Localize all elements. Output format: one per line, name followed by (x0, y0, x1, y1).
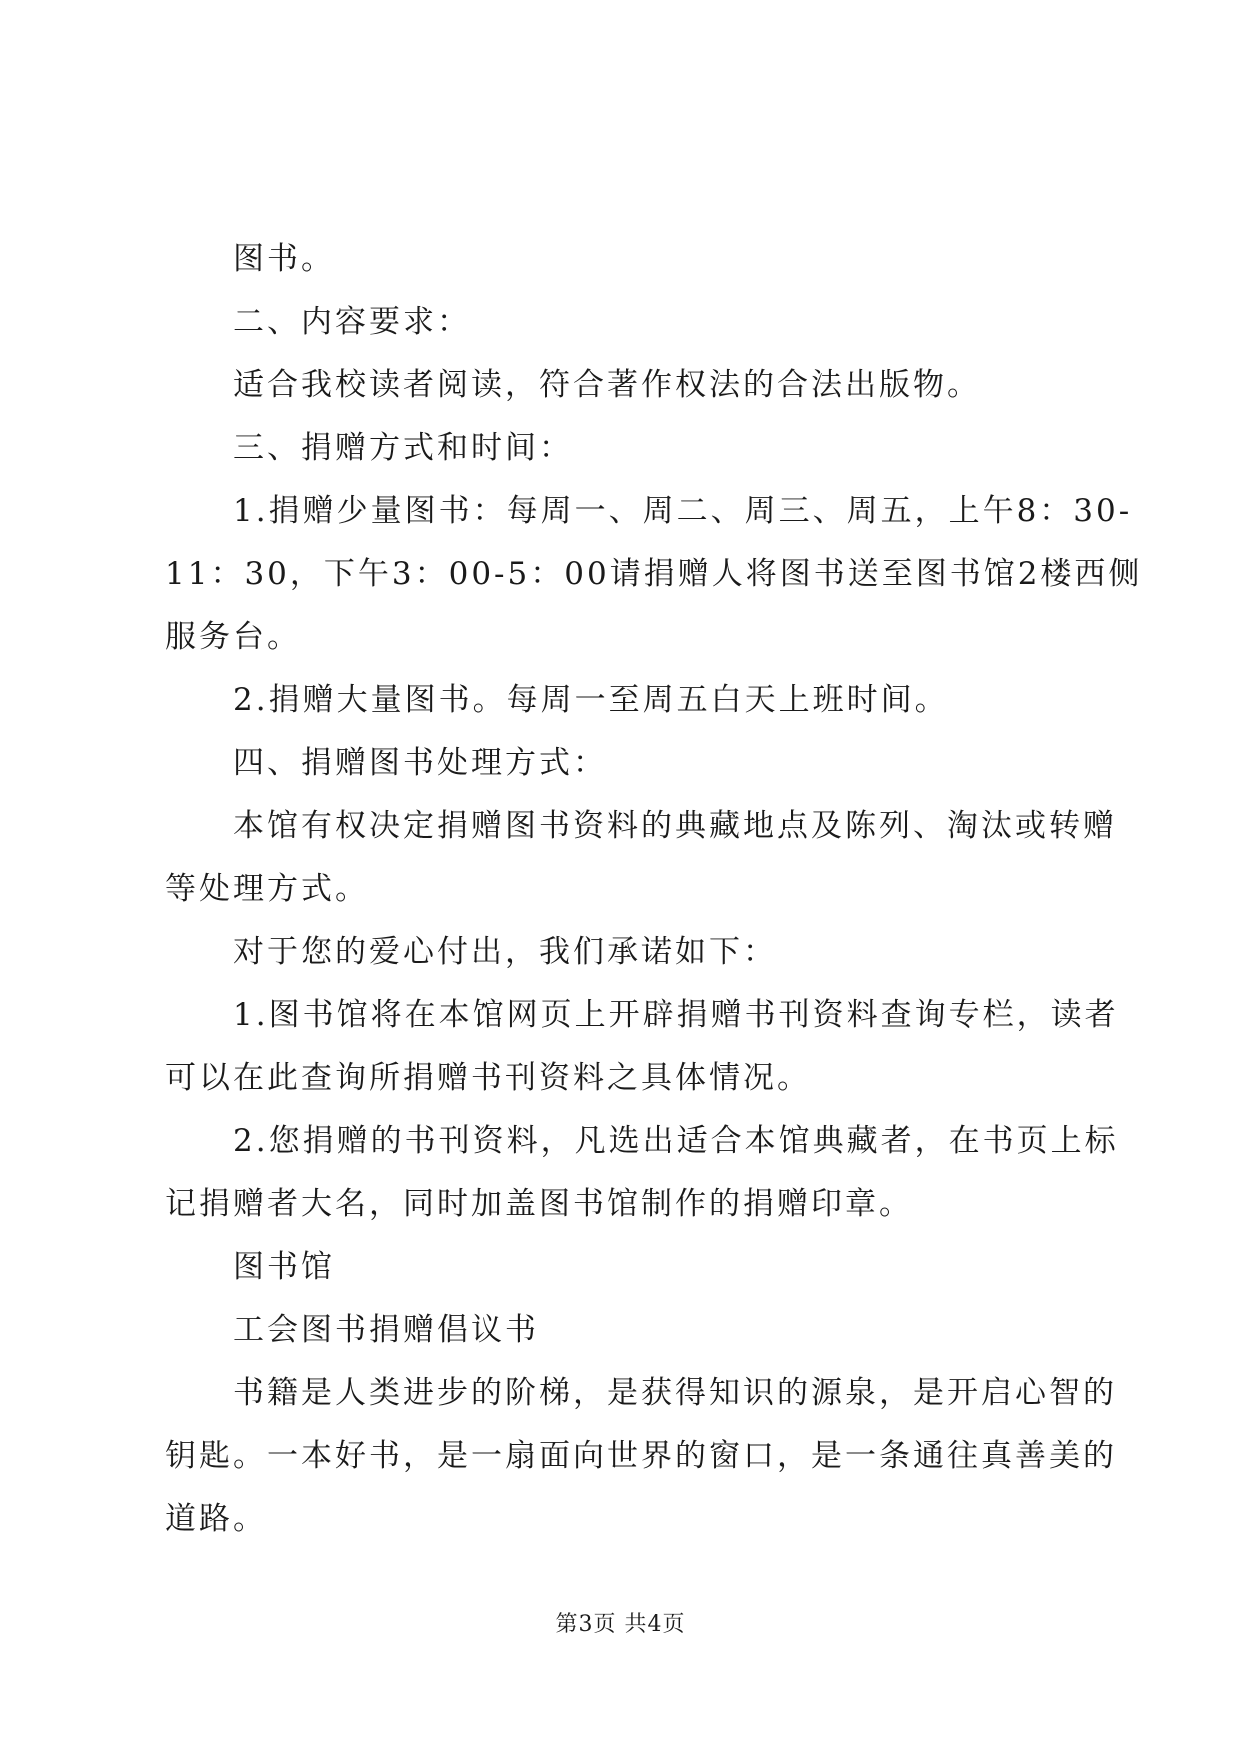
text-line: 图书。 (233, 241, 335, 277)
text-line: 等处理方式。 (165, 871, 369, 907)
text-line: 1.图书馆将在本馆网页上开辟捐赠书刊资料查询专栏，读者 (233, 997, 1119, 1033)
section-heading-donation-method: 三、捐赠方式和时间： (233, 430, 573, 466)
text-line: 记捐赠者大名，同时加盖图书馆制作的捐赠印章。 (165, 1186, 913, 1222)
text-line: 书籍是人类进步的阶梯，是获得知识的源泉，是开启心智的 (233, 1375, 1117, 1411)
document-body (165, 228, 1143, 1551)
text-line: 1.捐赠少量图书：每周一、周二、周三、周五，上午8：30- (233, 493, 1133, 529)
text-line: 本馆有权决定捐赠图书资料的典藏地点及陈列、淘汰或转赠 (233, 808, 1117, 844)
document-title: 工会图书捐赠倡议书 (233, 1312, 539, 1348)
text-line: 对于您的爱心付出，我们承诺如下： (233, 934, 777, 970)
text-line: 可以在此查询所捐赠书刊资料之具体情况。 (165, 1060, 811, 1096)
text-line: 服务台。 (165, 619, 301, 655)
text-line: 2.捐赠大量图书。每周一至周五白天上班时间。 (233, 682, 949, 718)
text-line: 钥匙。一本好书，是一扇面向世界的窗口，是一条通往真善美的 (165, 1438, 1117, 1474)
text-line: 道路。 (165, 1501, 267, 1537)
section-heading-content-requirements: 二、内容要求： (233, 304, 471, 340)
section-heading-processing-method: 四、捐赠图书处理方式： (233, 745, 607, 781)
text-line: 2.您捐赠的书刊资料，凡选出适合本馆典藏者，在书页上标 (233, 1123, 1119, 1159)
page-number-footer: 第3页 共4页 (555, 1612, 686, 1637)
text-line: 11：30，下午3：00-5：00请捐赠人将图书送至图书馆2楼西侧 (165, 556, 1143, 592)
signature-line: 图书馆 (233, 1249, 335, 1285)
text-line: 适合我校读者阅读，符合著作权法的合法出版物。 (233, 367, 981, 403)
